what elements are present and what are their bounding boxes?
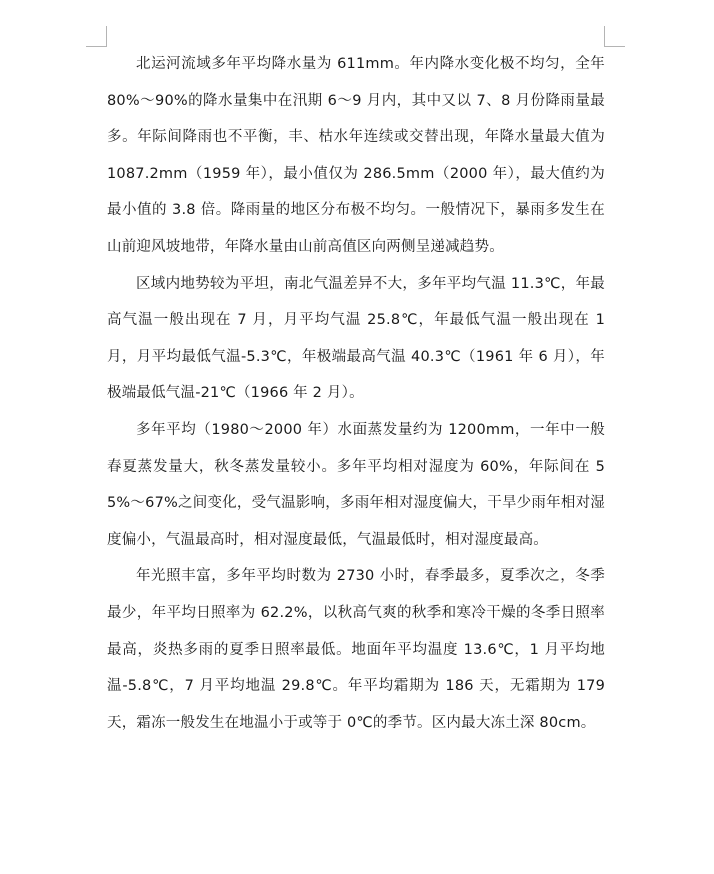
document-body[interactable] <box>107 46 605 741</box>
paragraph-sunshine-frost[interactable]: 年光照丰富，多年平均时数为 2730 小时，春季最多，夏季次之，冬季最少，年平均日照率为 62.2%，以秋高气爽的秋季和寒冷干燥的冬季日照率最高，炎热多雨的夏季日照率最低。地面年平均温度 13.6℃，1 月平均地温-5.8℃，7 月平均地温 29.8℃。年平均霜期为 186 天，无霜期为 179 天，霜冻一般发生在地温小于或等于 0℃的季节。区内最大冻土深 80cm。 <box>107 568 605 731</box>
paragraph-precipitation[interactable]: 北运河流域多年平均降水量为 611mm。年内降水变化极不均匀，全年 80%～90%的降水量集中在汛期 6～9 月内，其中又以 7、8 月份降雨量最多。年际间降雨也不平衡，丰、枯水年连续或交替出现，年降水量最大值为 1087.2mm（1959 年），最小值仅为 286.5mm（2000 年），最大值约为最小值的 3.8 倍。降雨量的地区分布极不均匀。一般情况下，暴雨多发生在山前迎风坡地带，年降水量由山前高值区向两侧呈递减趋势。 <box>107 56 605 255</box>
paragraph-evaporation-humidity[interactable]: 多年平均（1980～2000 年）水面蒸发量约为 1200mm，一年中一般春夏蒸发量大，秋冬蒸发量较小。多年平均相对湿度为 60%，年际间在 55%～67%之间变化，受气温影响，多雨年相对湿度偏大，干旱少雨年相对湿度偏小，气温最高时，相对湿度最低，气温最低时，相对湿度最高。 <box>107 421 605 548</box>
margin-corner-mark-left <box>86 26 107 47</box>
margin-corner-mark-right <box>604 26 625 47</box>
paragraph-temperature[interactable]: 区域内地势较为平坦，南北气温差异不大，多年平均气温 11.3℃，年最高气温一般出现在 7 月，月平均气温 25.8℃，年最低气温一般出现在 1 月，月平均最低气温-5.3℃，年极端最高气温 40.3℃（1961 年 6 月），年极端最低气温-21℃（1966 年 2 月）。 <box>107 275 605 402</box>
